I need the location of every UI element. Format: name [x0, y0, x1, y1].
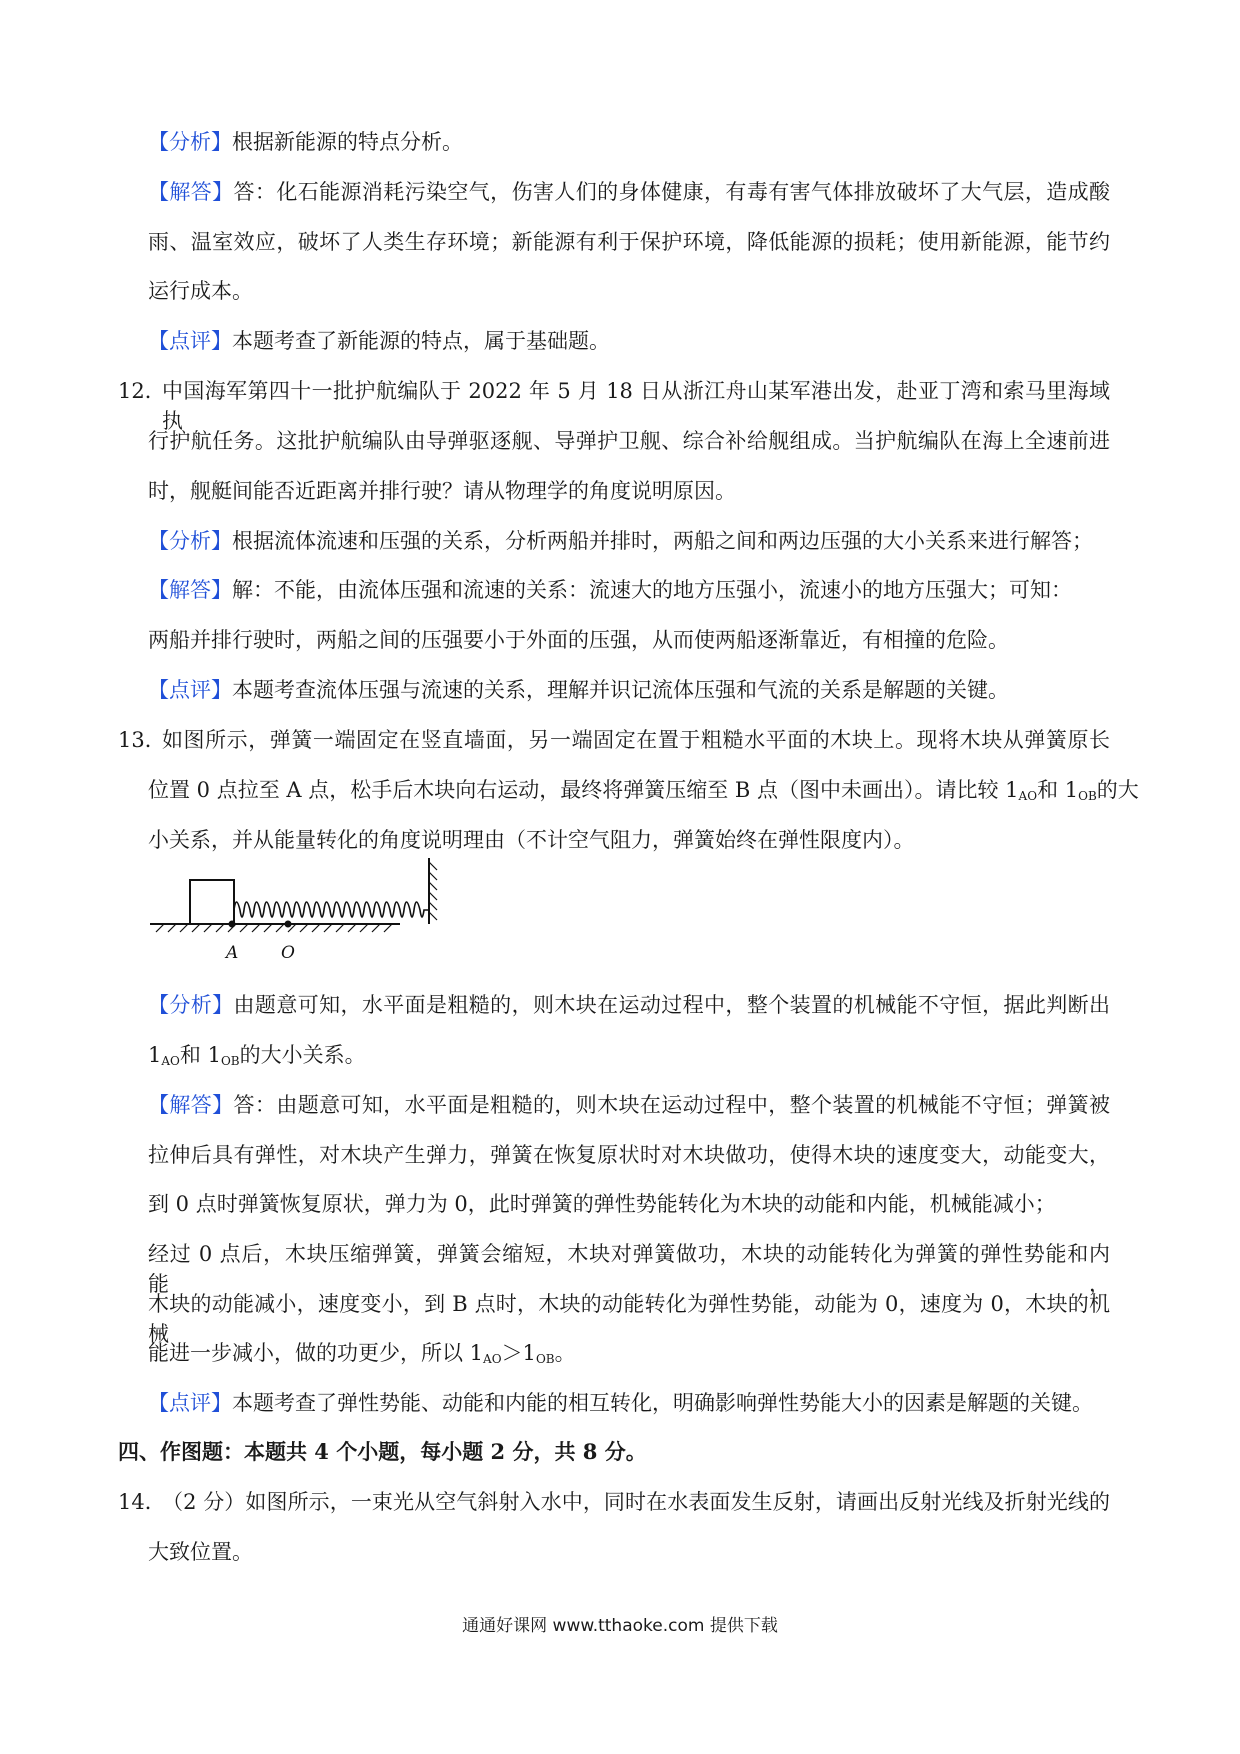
- q13-solution-text-1: 答：由题意可知，水平面是粗糙的，则木块在运动过程中，整个装置的机械能不守恒；弹簧被: [233, 1093, 1110, 1117]
- q13-stem-text-2b: 和 1: [1037, 778, 1079, 802]
- comment-tag: 【点评】: [148, 329, 232, 353]
- comment-tag: 【点评】: [148, 1391, 232, 1415]
- solution-tag: 【解答】: [148, 180, 234, 204]
- q13-analysis-line-1: [148, 990, 1110, 1020]
- q12-number: 12．: [118, 379, 166, 403]
- q13-comment-line: [148, 1388, 1093, 1418]
- q11-solution-text-1: 答：化石能源消耗污染空气，伤害人们的身体健康，有毒有害气体排放破坏了大气层，造成酸: [233, 180, 1110, 204]
- q12-analysis-text: 根据流体流速和压强的关系，分析两船并排时，两船之间和两边压强的大小关系来进行解答；: [232, 529, 1093, 553]
- label-a: A: [226, 943, 239, 963]
- subscript-ao: AO: [483, 1352, 502, 1366]
- analysis-tag: 【分析】: [148, 993, 234, 1017]
- q13-analysis-line-2: [148, 1040, 366, 1076]
- q13-stem-text-2c: 的大: [1096, 778, 1139, 802]
- q12-solution-line-1: [148, 575, 1072, 605]
- q13-solution-line-4: 经过 0 点后，木块压缩弹簧，弹簧会缩短，木块对弹簧做功，木块的动能转化为弹簧的弹性势能和内能，: [148, 1242, 1110, 1296]
- q11-solution-line-1: [148, 177, 1110, 207]
- q13-analysis-text-1: 由题意可知，水平面是粗糙的，则木块在运动过程中，整个装置的机械能不守恒，据此判断出: [233, 993, 1110, 1017]
- q11-solution-line-3: 运行成本。: [148, 279, 253, 303]
- q11-comment-text: 本题考查了新能源的特点，属于基础题。: [232, 329, 610, 353]
- q13-stem-text-2a: 位置 0 点拉至 A 点，松手后木块向右运动，最终将弹簧压缩至 B 点（图中未画出）。请比较 1: [148, 778, 1019, 802]
- q13-stem-line-3: 小关系，并从能量转化的角度说明理由（不计空气阻力，弹簧始终在弹性限度内）。: [148, 828, 915, 852]
- q13-analysis-text-2b: 和 1: [179, 1043, 221, 1067]
- solution-tag: 【解答】: [148, 578, 232, 602]
- q13-analysis-text-2a: 1: [148, 1043, 162, 1067]
- q14-stem-line-2: 大致位置。: [148, 1540, 253, 1564]
- q13-solution-line-5: 木块的动能减小，速度变小，到 B 点时，木块的动能转化为弹性势能，动能为 0，速度为 0，木块的机械: [148, 1292, 1110, 1346]
- section-4-heading: 四、作图题：本题共 4 个小题，每小题 2 分，共 8 分。: [118, 1439, 647, 1464]
- q13-solution-line-1: [148, 1090, 1110, 1120]
- analysis-tag: 【分析】: [148, 130, 232, 154]
- q13-solution-text-6a: 能进一步减小，做的功更少，所以 1: [148, 1341, 484, 1365]
- q12-comment-line: [148, 675, 1009, 705]
- q13-number: 13．: [118, 728, 166, 752]
- q13-solution-line-2: 拉伸后具有弹性，对木块产生弹力，弹簧在恢复原状时对木块做功，使得木块的速度变大，动能变大，: [148, 1143, 1110, 1167]
- q12-stem-line-3: 时，舰艇间能否近距离并排行驶？请从物理学的角度说明原因。: [148, 479, 736, 503]
- q13-comment-text: 本题考查了弹性势能、动能和内能的相互转化，明确影响弹性势能大小的因素是解题的关键。: [232, 1391, 1093, 1415]
- spring: [234, 902, 429, 917]
- comment-tag: 【点评】: [148, 678, 232, 702]
- q12-stem-line-2: 行护航任务。这批护航编队由导弹驱逐舰、导弹护卫舰、综合补给舰组成。当护航编队在海上全速前进: [148, 429, 1110, 453]
- q13-analysis-text-2c: 的大小关系。: [239, 1043, 366, 1067]
- subscript-ob: OB: [1078, 789, 1097, 803]
- q11-comment-line: [148, 326, 610, 356]
- q12-solution-text-1: 解：不能，由流体压强和流速的关系：流速大的地方压强小，流速小的地方压强大；可知：: [232, 578, 1072, 602]
- subscript-ob: OB: [220, 1054, 240, 1068]
- wall-hatch: [429, 862, 437, 920]
- q12-analysis-line: [148, 526, 1093, 556]
- q11-solution-line-2: 雨、温室效应，破坏了人类生存环境；新能源有利于保护环境，降低能源的损耗；使用新能源，能节约: [148, 230, 1110, 254]
- q13-solution-text-6c: 。: [554, 1341, 576, 1365]
- q13-solution-line-3: 到 0 点时弹簧恢复原状，弹力为 0，此时弹簧的弹性势能转化为木块的动能和内能，机械能减小；: [148, 1192, 1056, 1216]
- page-footer: 通通好课网 www.tthaoke.com 提供下载: [462, 1616, 778, 1636]
- q12-solution-line-2: 两船并排行驶时，两船之间的压强要小于外面的压强，从而使两船逐渐靠近，有相撞的危险。: [148, 628, 1009, 652]
- subscript-ob: OB: [535, 1352, 555, 1366]
- wooden-block: [190, 880, 234, 924]
- q11-analysis-text: 根据新能源的特点分析。: [232, 130, 463, 154]
- ground-hatch: [156, 924, 392, 932]
- point-o-dot: [285, 921, 292, 928]
- q12-stem-line-1: 中国海军第四十一批护航编队于 2022 年 5 月 18 日从浙江舟山某军港出发，赴亚丁湾和索马里海域执: [162, 379, 1110, 433]
- label-o: O: [281, 943, 295, 963]
- q13-solution-text-6b: ＞1: [501, 1341, 536, 1365]
- q14-number: 14．: [118, 1490, 166, 1514]
- subscript-ao: AO: [1018, 789, 1038, 803]
- q13-solution-line-6: [148, 1338, 576, 1374]
- solution-tag: 【解答】: [148, 1093, 234, 1117]
- q13-stem-line-2: [148, 775, 1139, 811]
- q11-analysis-line: [148, 127, 463, 157]
- analysis-tag: 【分析】: [148, 529, 232, 553]
- q13-stem-line-1: 如图所示，弹簧一端固定在竖直墙面，另一端固定在置于粗糙水平面的木块上。现将木块从弹簧原长: [162, 728, 1110, 752]
- point-a-dot: [229, 921, 236, 928]
- subscript-ao: AO: [161, 1054, 180, 1068]
- spring-block-figure: [150, 858, 440, 968]
- q14-stem-line-1: （2 分）如图所示，一束光从空气斜射入水中，同时在水表面发生反射，请画出反射光线及折射光线的: [162, 1490, 1110, 1514]
- q12-comment-text: 本题考查流体压强与流速的关系，理解并识记流体压强和气流的关系是解题的关键。: [232, 678, 1009, 702]
